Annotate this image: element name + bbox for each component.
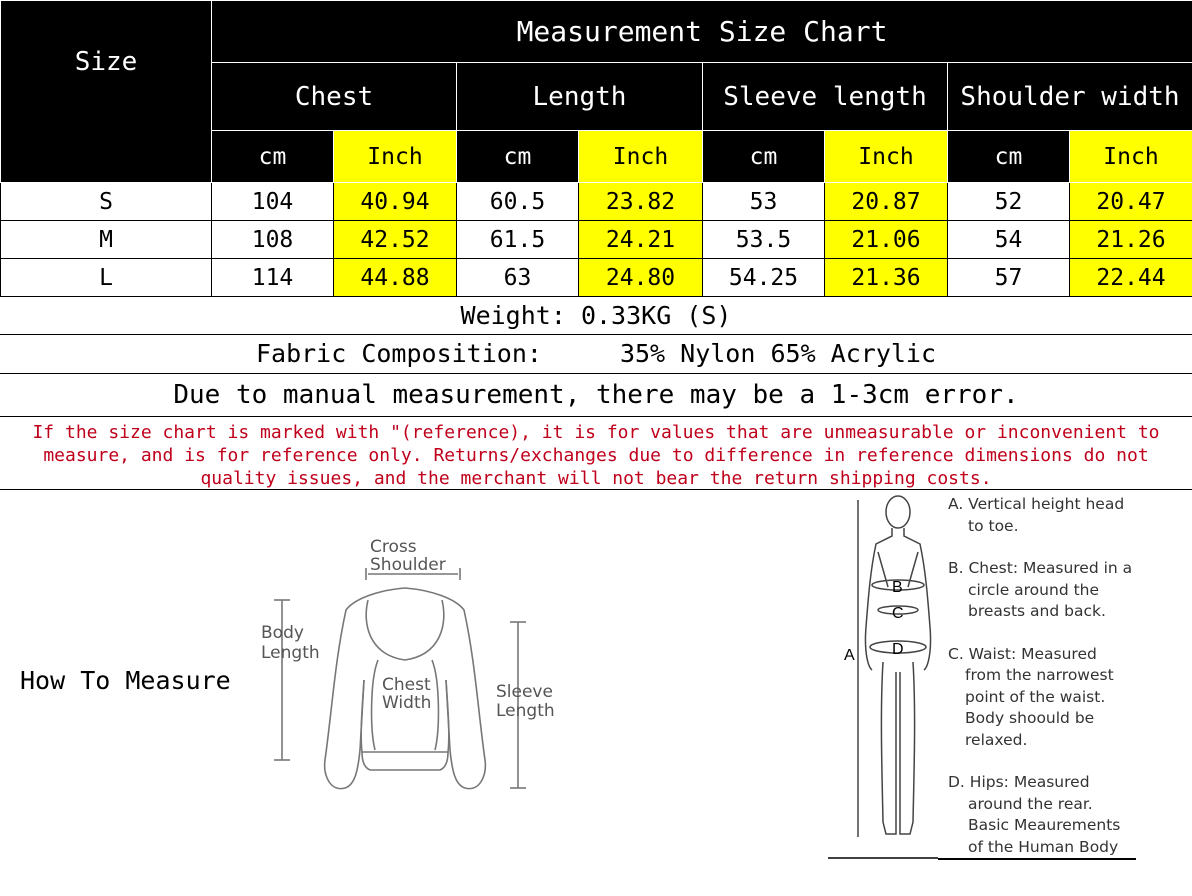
table-row: [1, 221, 1192, 259]
value-cell: 114: [212, 259, 334, 297]
note-line: from the narrowest: [965, 666, 1114, 684]
table-row: [1, 183, 1192, 221]
note-title: C. Waist: Measured: [948, 644, 1097, 663]
value-cell: 23.82: [579, 183, 703, 221]
marker-a: A: [844, 647, 855, 664]
fabric-row: [0, 334, 1192, 374]
value-cell: 22.44: [1070, 259, 1192, 297]
value-cell: 40.94: [334, 183, 457, 221]
note-line: of the Human Body: [968, 837, 1119, 856]
note-line: breasts and back.: [968, 602, 1106, 620]
note-c: [948, 644, 1188, 752]
value-cell: 44.88: [334, 259, 457, 297]
note-line: point of the waist.: [965, 687, 1106, 706]
unit-inch: Inch: [579, 131, 703, 183]
unit-cm: cm: [703, 131, 825, 183]
how-to-measure-label: How To Measure: [20, 666, 231, 695]
unit-cm: cm: [212, 131, 334, 183]
value-cell: 21.06: [825, 221, 948, 259]
chest-width-label: Chest: [382, 675, 431, 695]
value-cell: 61.5: [457, 221, 579, 259]
note-d: [948, 772, 1188, 858]
note-b: [948, 558, 1188, 623]
value-cell: 53.5: [703, 221, 825, 259]
note-a: [948, 494, 1188, 537]
chart-title: Measurement Size Chart: [212, 1, 1192, 63]
value-cell: 54.25: [703, 259, 825, 297]
body-notes: [948, 494, 1188, 858]
size-cell: L: [1, 259, 212, 297]
fabric-label: Fabric Composition:: [255, 339, 542, 368]
unit-inch: Inch: [334, 131, 457, 183]
table-row: [1, 259, 1192, 297]
unit-inch: Inch: [1070, 131, 1192, 183]
value-cell: 108: [212, 221, 334, 259]
error-note: Due to manual measurement, there may be a 1-3cm error.: [173, 379, 1019, 410]
col-chest: Chest: [212, 63, 457, 131]
unit-cm: cm: [457, 131, 579, 183]
sleeve-length-label: Sleeve: [496, 682, 553, 702]
value-cell: 63: [457, 259, 579, 297]
col-sleeve-length: Sleeve length: [703, 63, 948, 131]
note-title: A. Vertical height head: [948, 495, 1125, 513]
marker-d: D: [892, 641, 904, 658]
sleeve-length-label: Length: [496, 701, 555, 721]
fabric-value: 35% Nylon 65% Acrylic: [619, 339, 937, 368]
weight-text: Weight: 0.33KG (S): [460, 300, 732, 330]
size-cell: S: [1, 183, 212, 221]
unit-cm: cm: [948, 131, 1070, 183]
value-cell: 21.26: [1070, 221, 1192, 259]
note-line: Basic Meaurements: [968, 816, 1121, 834]
value-cell: 42.52: [334, 221, 457, 259]
body-diagram: [828, 492, 938, 860]
garment-diagram: [250, 530, 580, 810]
body-length-label: Body: [261, 623, 304, 643]
value-cell: 21.36: [825, 259, 948, 297]
value-cell: 57: [948, 259, 1070, 297]
value-cell: 52: [948, 183, 1070, 221]
reference-note: If the size chart is marked with "(reference), it is for values that are unmeasurable or inconvenient to measure, and is for reference only. Returns/exchanges due to difference in reference dimensions do not quality issues, and the merchant will not bear the return shipping costs.: [0, 416, 1192, 490]
body-divider: [938, 858, 1136, 860]
value-cell: 24.21: [579, 221, 703, 259]
value-cell: 54: [948, 221, 1070, 259]
cross-shoulder-label: Cross: [370, 537, 417, 557]
note-line: circle around the: [968, 580, 1100, 599]
value-cell: 60.5: [457, 183, 579, 221]
value-cell: 24.80: [579, 259, 703, 297]
value-cell: 20.47: [1070, 183, 1192, 221]
marker-c: C: [892, 605, 904, 622]
chest-width-label: Width: [382, 693, 432, 713]
size-chart-table: [0, 0, 1192, 297]
note-title: D. Hips: Measured: [948, 773, 1090, 791]
note-line: to toe.: [968, 516, 1019, 535]
size-header: Size: [1, 1, 212, 183]
marker-b: B: [892, 579, 903, 596]
value-cell: 104: [212, 183, 334, 221]
cross-shoulder-label: Shoulder: [370, 555, 446, 575]
col-shoulder-width: Shoulder width: [948, 63, 1192, 131]
col-length: Length: [457, 63, 703, 131]
note-line: around the rear.: [968, 794, 1093, 813]
weight-row: [0, 296, 1192, 335]
value-cell: 53: [703, 183, 825, 221]
note-title: B. Chest: Measured in a: [948, 559, 1133, 577]
value-cell: 20.87: [825, 183, 948, 221]
size-cell: M: [1, 221, 212, 259]
note-line: Body shoould be: [965, 709, 1095, 727]
note-line: relaxed.: [965, 730, 1028, 749]
unit-inch: Inch: [825, 131, 948, 183]
body-length-label: Length: [261, 643, 320, 663]
error-row: [0, 373, 1192, 417]
